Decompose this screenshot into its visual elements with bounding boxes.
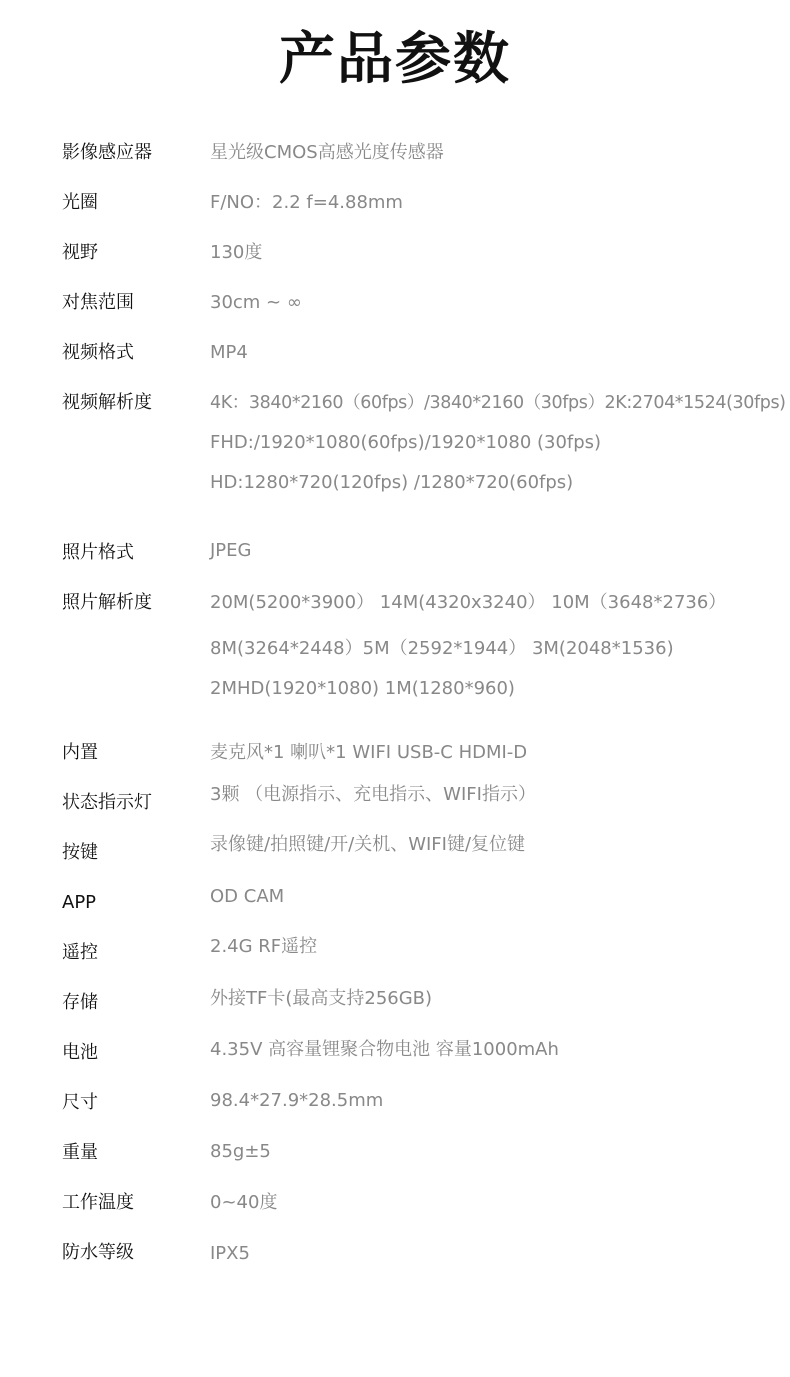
spec-label-app: APP <box>62 892 97 913</box>
spec-label-dimensions: 尺寸 <box>62 1092 98 1113</box>
spec-label-photo-format: 照片格式 <box>62 542 134 563</box>
spec-label-waterproof-rating: 防水等级 <box>62 1242 134 1263</box>
spec-value-photo-resolution-line-3: 2MHD(1920*1080) 1M(1280*960) <box>210 678 515 699</box>
spec-value-remote: 2.4G RF遥控 <box>210 936 318 957</box>
spec-label-image-sensor: 影像感应器 <box>62 142 152 163</box>
spec-value-photo-format: JPEG <box>210 540 252 561</box>
spec-value-battery: 4.35V 高容量锂聚合物电池 容量1000mAh <box>210 1039 559 1060</box>
spec-value-field-of-view: 130度 <box>210 242 263 263</box>
spec-value-buttons: 录像键/拍照键/开/关机、WIFI键/复位键 <box>210 834 526 855</box>
spec-label-status-indicator: 状态指示灯 <box>62 792 152 813</box>
spec-label-battery: 电池 <box>62 1042 98 1063</box>
spec-value-video-resolution-line-3: HD:1280*720(120fps) /1280*720(60fps) <box>210 472 574 493</box>
spec-value-operating-temperature: 0~40度 <box>210 1192 278 1213</box>
spec-label-remote: 遥控 <box>62 942 98 963</box>
spec-label-focus-range: 对焦范围 <box>62 292 134 313</box>
spec-value-weight: 85g±5 <box>210 1141 271 1162</box>
spec-value-aperture: F/NO：2.2 f=4.88mm <box>210 192 403 213</box>
spec-value-storage: 外接TF卡(最高支持256GB) <box>210 988 433 1009</box>
spec-label-field-of-view: 视野 <box>62 242 98 263</box>
page-title: 产品参数 <box>279 27 511 92</box>
spec-value-dimensions: 98.4*27.9*28.5mm <box>210 1090 384 1111</box>
spec-value-photo-resolution-line-1: 20M(5200*3900） 14M(4320x3240） 10M（3648*2736） <box>210 592 727 613</box>
spec-label-weight: 重量 <box>62 1142 98 1163</box>
spec-value-video-format: MP4 <box>210 342 248 363</box>
spec-value-image-sensor: 星光级CMOS高感光度传感器 <box>210 142 444 163</box>
spec-label-storage: 存储 <box>62 992 98 1013</box>
spec-value-built-in: 麦克风*1 喇叭*1 WIFI USB-C HDMI-D <box>210 742 528 763</box>
spec-label-built-in: 内置 <box>62 742 98 763</box>
spec-label-operating-temperature: 工作温度 <box>62 1192 134 1213</box>
spec-label-video-resolution: 视频解析度 <box>62 392 152 413</box>
spec-value-video-resolution-line-1: 4K：3840*2160（60fps）/3840*2160（30fps）2K:2704*1524(30fps) <box>210 393 786 413</box>
spec-value-app: OD CAM <box>210 886 285 907</box>
spec-value-photo-resolution-line-2: 8M(3264*2448）5M（2592*1944） 3M(2048*1536) <box>210 638 674 659</box>
spec-value-focus-range: 30cm ~ ∞ <box>210 292 302 313</box>
spec-value-waterproof-rating: IPX5 <box>210 1243 250 1264</box>
spec-value-status-indicator: 3颗 （电源指示、充电指示、WIFI指示） <box>210 784 536 805</box>
spec-label-video-format: 视频格式 <box>62 342 134 363</box>
spec-label-photo-resolution: 照片解析度 <box>62 592 152 613</box>
spec-label-buttons: 按键 <box>62 842 98 863</box>
spec-value-video-resolution-line-2: FHD:/1920*1080(60fps)/1920*1080 (30fps) <box>210 432 602 453</box>
spec-label-aperture: 光圈 <box>62 192 98 213</box>
